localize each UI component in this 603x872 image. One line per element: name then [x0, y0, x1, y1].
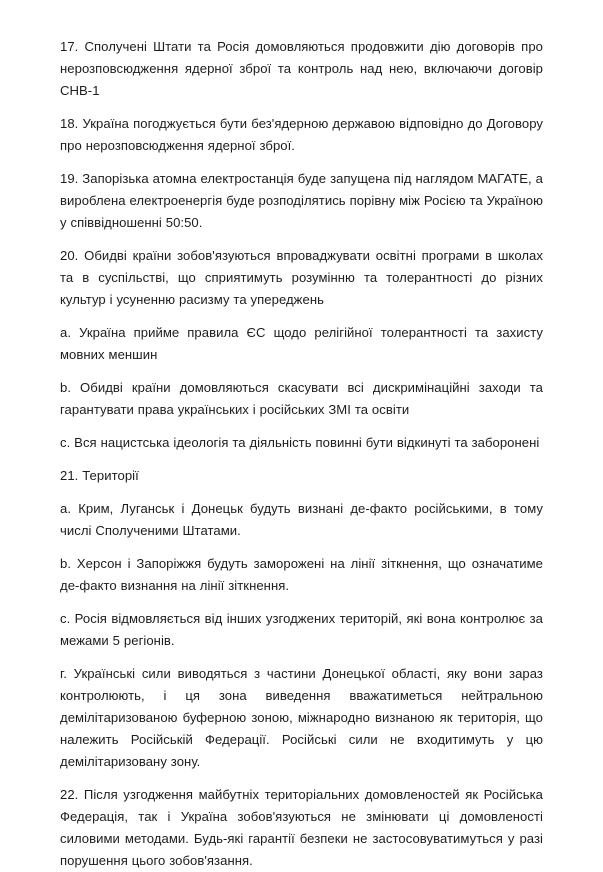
document-body	[60, 36, 543, 872]
paragraph-item-20a: a. Україна прийме правила ЄС щодо релігійної толерантності та захисту мовних меншин	[60, 325, 543, 362]
paragraph-item-21a: a. Крим, Луганськ і Донецьк будуть визнані де-факто російськими, в тому числі Сполученими Штатами.	[60, 501, 543, 538]
paragraph-item-22: 22. Після узгодження майбутніх територіальних домовленостей як Російська Федерація, так і Україна зобов'язуються не змінювати ці домовленості силовими методами. Будь-які гарантії безпеки не застосовуватимуться у разі порушення цього зобов'язання.	[60, 787, 543, 868]
paragraph-item-21g: г. Українські сили виводяться з частини Донецької області, яку вони зараз контролюють, і ця зона виведення вважатиметься нейтральною демілітаризованою буферною зоною, міжнародно визнаною як територія, що належить Російській Федерації. Російські сили не входитимуть у цю демілітаризовану зону.	[60, 666, 543, 769]
paragraph-item-21c: c. Росія відмовляється від інших узгоджених територій, які вона контролює за межами 5 регіонів.	[60, 611, 543, 648]
paragraph-item-21b: b. Херсон і Запоріжжя будуть заморожені на лінії зіткнення, що означатиме де-факто визнання на лінії зіткнення.	[60, 556, 543, 593]
paragraph-item-19: 19. Запорізька атомна електростанція буде запущена під наглядом МАГАТЕ, а вироблена електроенергія буде розподілятись порівну між Росією та Україною у співвідношенні 50:50.	[60, 171, 543, 230]
paragraph-item-20c: c. Вся нацистська ідеологія та діяльність повинні бути відкинуті та заборонені	[60, 435, 540, 450]
paragraph-item-20: 20. Обидві країни зобов'язуються впроваджувати освітні програми в школах та в суспільстві, що сприятимуть розумінню та толерантності до різних культур і усуненню расизму та упереджень	[60, 248, 543, 307]
paragraph-item-17: 17. Сполучені Штати та Росія домовляються продовжити дію договорів про нерозповсюдження ядерної зброї та контроль над нею, включаючи договір СНВ-1	[60, 39, 543, 98]
paragraph-item-21: 21. Території	[60, 468, 139, 483]
paragraph-item-20b: b. Обидві країни домовляються скасувати всі дискримінаційні заходи та гарантувати права українських і російських ЗМІ та освіти	[60, 380, 543, 417]
paragraph-item-18: 18. Україна погоджується бути без'ядерною державою відповідно до Договору про нерозповсюдження ядерної зброї.	[60, 116, 543, 153]
